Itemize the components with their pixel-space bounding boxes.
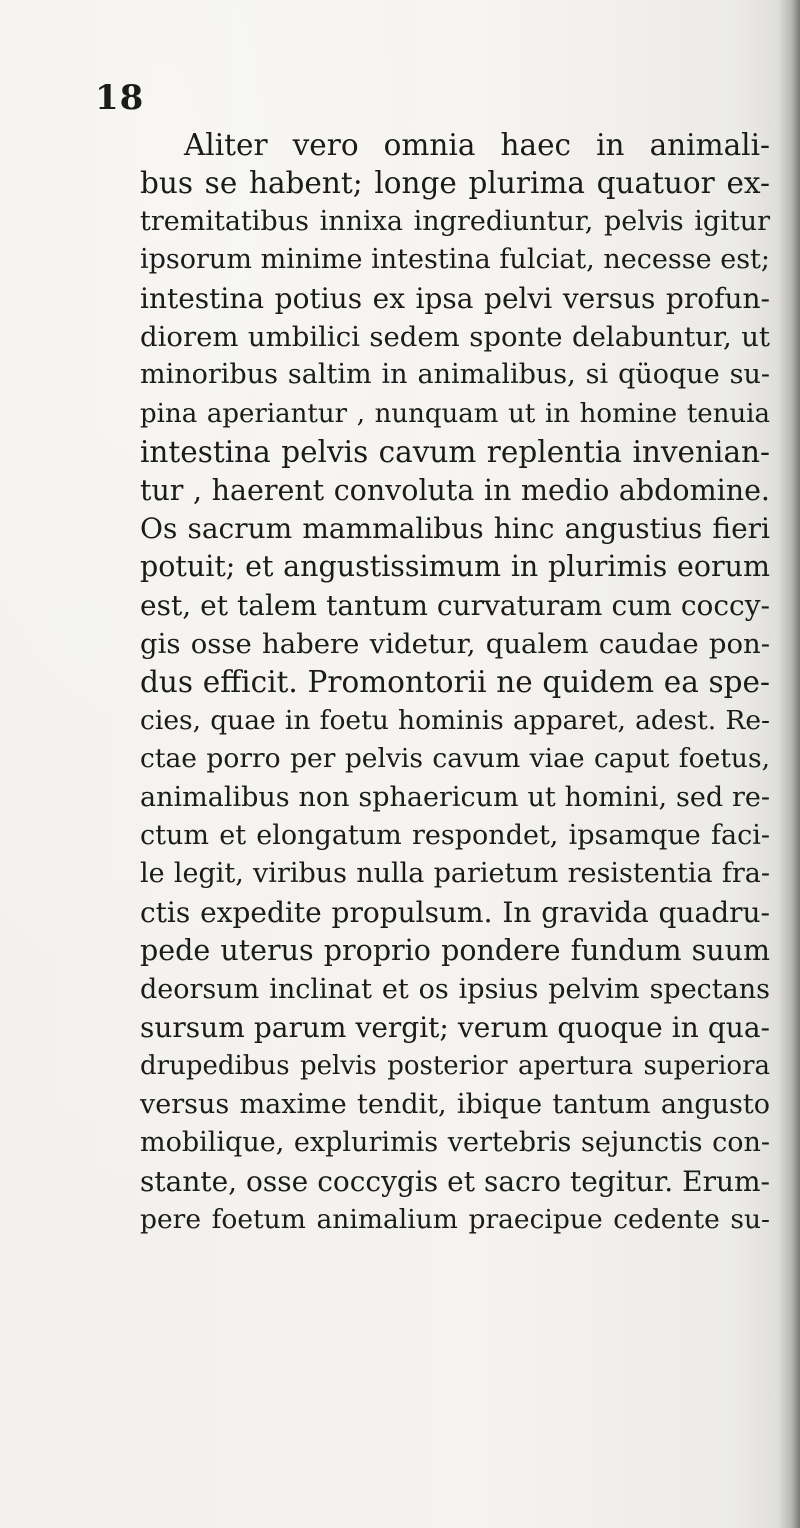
page-number: 18 xyxy=(95,78,145,118)
text-line: ctae porro per pelvis cavum viae caput foetus, xyxy=(140,743,770,775)
text-line: intestina potius ex ipsa pelvi versus profun- xyxy=(140,281,770,315)
text-line: pere foetum animalium praecipue cedente su- xyxy=(140,1203,770,1235)
text-line: Aliter vero omnia haec in animali- xyxy=(184,128,770,162)
text-line: tur , haerent convoluta in medio abdomine. xyxy=(140,473,770,507)
text-line: stante, osse coccygis et sacro tegitur. Erum- xyxy=(140,1164,770,1198)
text-line: animalibus non sphaericum ut homini, sed re- xyxy=(140,781,770,813)
text-line: versus maxime tendit, ibique tantum angusto xyxy=(140,1088,770,1120)
text-line: intestina pelvis cavum replentia invenian- xyxy=(140,435,770,470)
text-line: tremitatibus innixa ingrediuntur, pelvis igitur xyxy=(140,205,770,237)
text-line: deorsum inclinat et os ipsius pelvim spectans xyxy=(140,973,770,1005)
text-line: le legit, viribus nulla parietum resistentia fra- xyxy=(140,858,770,890)
body-text xyxy=(140,126,770,1239)
text-line: sursum parum vergit; verum quoque in qua- xyxy=(140,1010,770,1044)
text-line: potuit; et angustissimum in plurimis eorum xyxy=(140,550,770,584)
text-line: ctum et elongatum respondet, ipsamque faci- xyxy=(140,820,770,852)
text-line: minoribus saltim in animalibus, si qüoque su- xyxy=(140,359,770,391)
text-line: Os sacrum mammalibus hinc angustius fieri xyxy=(140,511,770,545)
text-line: gis osse habere videtur, qualem caudae pon- xyxy=(140,628,770,661)
text-line: drupedibus pelvis posterior apertura superiora xyxy=(140,1051,770,1082)
text-line: diorem umbilici sedem sponte delabuntur, ut xyxy=(140,320,770,353)
text-line: pede uterus proprio pondere fundum suum xyxy=(140,934,770,968)
text-line: pina aperiantur , nunquam ut in homine tenuia xyxy=(140,398,770,429)
text-line: ctis expedite propulsum. In gravida quadru- xyxy=(140,895,770,929)
text-line: bus se habent; longe plurima quatuor ex- xyxy=(140,166,770,201)
text-line: est, et talem tantum curvaturam cum coccy- xyxy=(140,588,770,622)
text-line: ipsorum minime intestina fulciat, necesse est; xyxy=(140,244,770,276)
text-line: dus efficit. Promontorii ne quidem ea spe- xyxy=(140,665,770,700)
page-edge-shadow xyxy=(778,0,800,1528)
text-line: mobilique, explurimis vertebris sejunctis con- xyxy=(140,1127,770,1159)
text-line: cies, quae in foetu hominis apparet, adest. Re- xyxy=(140,704,770,736)
